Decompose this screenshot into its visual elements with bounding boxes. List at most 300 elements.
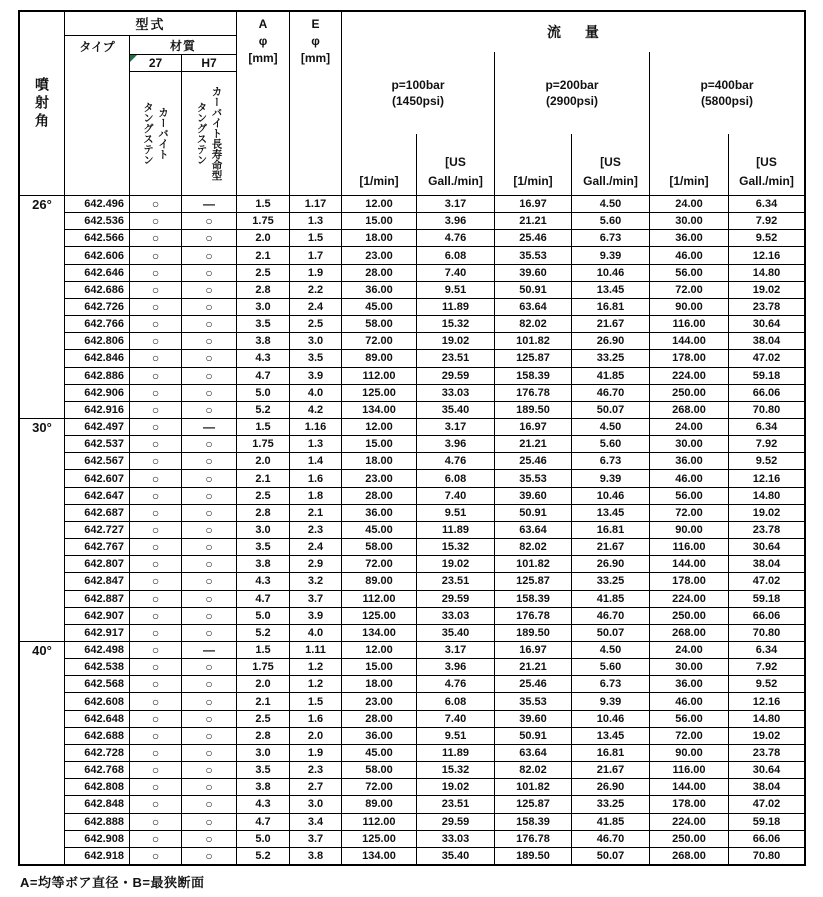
type-number: 642.608: [65, 693, 130, 709]
flow-200bar-usgal: 50.07: [572, 625, 650, 641]
flow-100bar-lmin: 112.00: [342, 591, 417, 607]
material-27-mark: ○: [130, 385, 182, 401]
material-h7-mark: ○: [182, 299, 237, 315]
e-diameter-value: 1.11: [290, 642, 342, 658]
flow-200bar-lmin: 35.53: [495, 470, 572, 486]
flow-400bar-lmin: 90.00: [650, 745, 729, 761]
material-27-label: 27: [148, 56, 163, 70]
flow-400bar-lmin: 72.00: [650, 728, 729, 744]
material-27-mark: ○: [130, 505, 182, 521]
flow-400bar-usgal: 30.64: [752, 541, 781, 554]
flow-400bar-lmin: 144.00: [650, 556, 729, 572]
e-diameter-value: 3.7: [290, 831, 342, 847]
a-diameter-value: 2.0: [237, 453, 290, 469]
flow-400bar-lmin: 30.00: [650, 213, 729, 229]
a-diameter-value: 2.8: [237, 282, 290, 298]
flow-400bar-lmin: 178.00: [650, 796, 729, 812]
type-number: 642.646: [65, 265, 130, 281]
flow-400bar-usgal: 9.52: [755, 232, 778, 245]
flow-100bar-lmin: 15.00: [342, 659, 417, 675]
table-row: [65, 419, 804, 436]
flow-400bar-lmin: 56.00: [650, 488, 729, 504]
flow-200bar-usgal: 46.70: [572, 385, 650, 401]
flow-400bar-usgal: 19.02: [752, 729, 781, 742]
flow-100bar-lmin: 125.00: [342, 608, 417, 624]
type-number: 642.846: [65, 350, 130, 366]
material-h7-mark: ○: [182, 539, 237, 555]
flow-100bar-usgal: 3.17: [417, 419, 495, 435]
flow-400bar-usgal: 66.06: [752, 609, 781, 622]
flow-200bar-usgal: 16.81: [572, 299, 650, 315]
flow-200bar-lmin: 158.39: [495, 591, 572, 607]
material-h7-mark: ○: [182, 608, 237, 624]
e-diameter-value: 3.9: [290, 608, 342, 624]
flow-400bar-lmin: 224.00: [650, 591, 729, 607]
e-diameter-value: 1.5: [290, 230, 342, 246]
unit-lmin-100bar: [1/min]: [342, 134, 417, 195]
flow-100bar-usgal: 19.02: [417, 779, 495, 795]
type-number: 642.538: [65, 659, 130, 675]
table-row: [65, 745, 804, 762]
a-diameter-value: 3.5: [237, 762, 290, 778]
flow-100bar-usgal: 15.32: [417, 539, 495, 555]
table-row: [65, 625, 804, 641]
e-diameter-value: 2.7: [290, 779, 342, 795]
header-spray-angle: [20, 12, 65, 195]
flow-200bar-lmin: 35.53: [495, 247, 572, 263]
flow-200bar-lmin: 125.87: [495, 573, 572, 589]
pressure-bar: p=400bar: [700, 78, 754, 92]
flow-200bar-usgal: 6.73: [572, 676, 650, 692]
header-material-group: [130, 36, 236, 195]
table-row: [65, 488, 804, 505]
flow-400bar-lmin: 268.00: [650, 625, 729, 641]
table-row: [65, 436, 804, 453]
flow-200bar-usgal: 16.81: [572, 522, 650, 538]
unit-usgal-100bar: [US Gall./min]: [417, 134, 495, 195]
flow-200bar-usgal: 21.67: [572, 316, 650, 332]
comment-marker-icon: [130, 55, 137, 62]
flow-400bar-usgal: 66.06: [752, 386, 781, 399]
material-27-line1: タングステン: [142, 102, 154, 165]
flow-100bar-usgal: 6.08: [417, 693, 495, 709]
flow-100bar-lmin: 12.00: [342, 196, 417, 212]
type-number: 642.648: [65, 711, 130, 727]
flow-400bar-usgal: 30.64: [752, 318, 781, 331]
material-h7-line1: タングステン: [195, 102, 208, 165]
a-diameter-value: 2.8: [237, 505, 290, 521]
type-number: 642.537: [65, 436, 130, 452]
flow-400bar-lmin: 116.00: [650, 762, 729, 778]
flow-200bar-usgal: 21.67: [572, 762, 650, 778]
table-row: [65, 350, 804, 367]
header-material-descriptions: [130, 72, 236, 195]
table-row: [65, 693, 804, 710]
table-row: [65, 282, 804, 299]
flow-400bar-lmin: 144.00: [650, 333, 729, 349]
flow-400bar-lmin: 250.00: [650, 608, 729, 624]
a-diameter-value: 2.1: [237, 693, 290, 709]
material-h7-mark: ○: [182, 333, 237, 349]
material-h7-mark: ○: [182, 265, 237, 281]
table-row: [65, 368, 804, 385]
flow-100bar-lmin: 45.00: [342, 522, 417, 538]
flow-100bar-lmin: 134.00: [342, 848, 417, 864]
flow-200bar-usgal: 16.81: [572, 745, 650, 761]
material-27-mark: ○: [130, 711, 182, 727]
e-diameter-value: 2.5: [290, 316, 342, 332]
flow-100bar-usgal: 6.08: [417, 247, 495, 263]
table-row: [65, 402, 804, 418]
material-h7-mark: ○: [182, 711, 237, 727]
flow-200bar-usgal: 13.45: [572, 728, 650, 744]
material-27-mark: ○: [130, 573, 182, 589]
table-row: [65, 814, 804, 831]
flow-400bar-usgal: 59.18: [752, 592, 781, 605]
material-h7-mark: ○: [182, 436, 237, 452]
table-row: [65, 385, 804, 402]
flow-100bar-usgal: 19.02: [417, 556, 495, 572]
material-27-mark: ○: [130, 316, 182, 332]
type-number: 642.688: [65, 728, 130, 744]
flow-400bar-usgal: 59.18: [752, 815, 781, 828]
unit-lmin-200bar: [1/min]: [495, 134, 572, 195]
a-diameter-value: 4.7: [237, 591, 290, 607]
angle-group: [20, 419, 804, 642]
material-h7-mark: ○: [182, 556, 237, 572]
type-number: 642.767: [65, 539, 130, 555]
a-diameter-value: 3.0: [237, 522, 290, 538]
material-27-mark: ○: [130, 848, 182, 864]
material-h7-mark: ○: [182, 573, 237, 589]
header-material-codes: [130, 55, 236, 72]
a-diameter-value: 2.5: [237, 488, 290, 504]
flow-100bar-lmin: 89.00: [342, 796, 417, 812]
material-h7-mark: ○: [182, 316, 237, 332]
e-diameter-value: 4.0: [290, 625, 342, 641]
e-diameter-value: 3.0: [290, 796, 342, 812]
e-diameter-value: 3.5: [290, 350, 342, 366]
spray-angle-value: 40°: [20, 642, 65, 864]
e-diameter-value: 3.9: [290, 368, 342, 384]
e-diameter-value: 3.2: [290, 573, 342, 589]
type-number: 642.568: [65, 676, 130, 692]
type-number: 642.497: [65, 419, 130, 435]
a-diameter-value: 4.7: [237, 368, 290, 384]
type-number: 642.496: [65, 196, 130, 212]
flow-400bar-usgal: 9.52: [755, 455, 778, 468]
a-diameter-value: 2.1: [237, 247, 290, 263]
flow-200bar-usgal: 5.60: [572, 659, 650, 675]
flow-200bar-lmin: 25.46: [495, 676, 572, 692]
material-h7-mark: ○: [182, 831, 237, 847]
flow-100bar-usgal: 33.03: [417, 385, 495, 401]
flow-400bar-lmin: 250.00: [650, 385, 729, 401]
type-number: 642.606: [65, 247, 130, 263]
material-h7-mark: ○: [182, 247, 237, 263]
e-diameter-value: 3.8: [290, 848, 342, 864]
material-h7-mark: ○: [182, 848, 237, 864]
flow-100bar-usgal: 9.51: [417, 282, 495, 298]
flow-200bar-usgal: 9.39: [572, 470, 650, 486]
flow-400bar-lmin: 36.00: [650, 230, 729, 246]
flow-100bar-lmin: 23.00: [342, 693, 417, 709]
flow-100bar-usgal: 23.51: [417, 350, 495, 366]
a-diameter-value: 4.3: [237, 350, 290, 366]
a-diameter-value: 3.8: [237, 779, 290, 795]
flow-200bar-usgal: 9.39: [572, 247, 650, 263]
type-label: タイプ: [79, 40, 115, 54]
flow-100bar-lmin: 45.00: [342, 299, 417, 315]
material-27-description: [130, 72, 182, 195]
e-diameter-value: 1.4: [290, 453, 342, 469]
a-unit: [mm]: [248, 51, 278, 65]
type-number: 642.848: [65, 796, 130, 812]
material-h7-mark: ○: [182, 591, 237, 607]
a-diameter-value: 1.75: [237, 436, 290, 452]
flow-200bar-lmin: 125.87: [495, 350, 572, 366]
material-h7-mark: ○: [182, 488, 237, 504]
flow-100bar-usgal: 3.17: [417, 196, 495, 212]
flow-400bar-lmin: 36.00: [650, 676, 729, 692]
e-unit: [mm]: [300, 51, 331, 65]
material-h7-mark: ○: [182, 522, 237, 538]
footer-note: A=均等ボア直径・B=最狭断面: [20, 875, 205, 890]
table-body: [20, 196, 804, 864]
pressure-psi: (2900psi): [545, 94, 599, 108]
type-number: 642.727: [65, 522, 130, 538]
flow-100bar-lmin: 36.00: [342, 728, 417, 744]
material-27-mark: ○: [130, 265, 182, 281]
table-row: [65, 642, 804, 659]
flow-400bar-lmin: 24.00: [650, 419, 729, 435]
flow-400bar-usgal: 6.34: [755, 644, 778, 657]
flow-200bar-lmin: 39.60: [495, 265, 572, 281]
unit-lmin-400bar: [1/min]: [650, 134, 729, 195]
type-number: 642.726: [65, 299, 130, 315]
material-27-mark: ○: [130, 350, 182, 366]
a-diameter-value: 1.5: [237, 642, 290, 658]
material-h7-mark: ○: [182, 779, 237, 795]
flow-200bar-lmin: 158.39: [495, 368, 572, 384]
table-row: [65, 196, 804, 213]
header-e-diameter: [290, 12, 342, 195]
flow-400bar-lmin: 56.00: [650, 265, 729, 281]
material-h7-mark: ○: [182, 453, 237, 469]
pressure-psi: (5800psi): [700, 94, 754, 108]
e-diameter-value: 3.4: [290, 814, 342, 830]
flow-200bar-lmin: 39.60: [495, 711, 572, 727]
flow-400bar-lmin: 224.00: [650, 814, 729, 830]
flow-400bar-usgal: 66.06: [752, 832, 781, 845]
flow-100bar-usgal: 11.89: [417, 299, 495, 315]
flow-100bar-usgal: 15.32: [417, 316, 495, 332]
flow-100bar-usgal: 35.40: [417, 625, 495, 641]
flow-400bar-lmin: 72.00: [650, 282, 729, 298]
material-h7-description: [182, 72, 236, 195]
material-27-mark: ○: [130, 282, 182, 298]
material-h7-mark: ○: [182, 814, 237, 830]
e-diameter-value: 4.0: [290, 385, 342, 401]
unit-usgal-200bar: [US Gall./min]: [572, 134, 650, 195]
flow-400bar-usgal: 6.34: [755, 198, 778, 211]
flow-200bar-usgal: 33.25: [572, 350, 650, 366]
table-row: [65, 779, 804, 796]
flow-200bar-usgal: 10.46: [572, 265, 650, 281]
flow-200bar-lmin: 176.78: [495, 385, 572, 401]
group-rows: [65, 196, 804, 418]
flow-200bar-usgal: 26.90: [572, 556, 650, 572]
material-27-mark: ○: [130, 299, 182, 315]
e-diameter-value: 1.9: [290, 265, 342, 281]
flow-200bar-usgal: 10.46: [572, 488, 650, 504]
e-diameter-value: 3.7: [290, 591, 342, 607]
a-diameter-value: 1.5: [237, 196, 290, 212]
material-27-mark: ○: [130, 522, 182, 538]
flow-100bar-usgal: 4.76: [417, 230, 495, 246]
flow-100bar-lmin: 125.00: [342, 385, 417, 401]
flow-100bar-lmin: 58.00: [342, 539, 417, 555]
a-diameter-value: 4.3: [237, 796, 290, 812]
material-h7-mark: ○: [182, 693, 237, 709]
table-row: [65, 659, 804, 676]
flow-200bar-usgal: 6.73: [572, 453, 650, 469]
flow-200bar-usgal: 41.85: [572, 814, 650, 830]
e-phi-symbol: φ: [311, 34, 320, 48]
table-row: [65, 333, 804, 350]
type-number: 642.806: [65, 333, 130, 349]
flow-400bar-usgal: 6.34: [755, 421, 778, 434]
flow-100bar-usgal: 9.51: [417, 728, 495, 744]
flow-200bar-lmin: 39.60: [495, 488, 572, 504]
type-number: 642.766: [65, 316, 130, 332]
table-row: [65, 676, 804, 693]
a-diameter-value: 2.1: [237, 470, 290, 486]
flow-100bar-usgal: 9.51: [417, 505, 495, 521]
flow-200bar-usgal: 46.70: [572, 831, 650, 847]
flow-100bar-lmin: 28.00: [342, 711, 417, 727]
type-number: 642.917: [65, 625, 130, 641]
material-27-mark: ○: [130, 419, 182, 435]
table-row: [65, 728, 804, 745]
header-a-diameter: [237, 12, 290, 195]
header-pressure-100bar: [342, 52, 495, 134]
flow-400bar-lmin: 24.00: [650, 196, 729, 212]
flow-400bar-lmin: 268.00: [650, 402, 729, 418]
table-row: [65, 213, 804, 230]
e-diameter-value: 1.3: [290, 213, 342, 229]
flow-200bar-lmin: 16.97: [495, 196, 572, 212]
flow-400bar-usgal: 19.02: [752, 283, 781, 296]
table-row: [65, 453, 804, 470]
flow-400bar-usgal: 14.80: [752, 266, 781, 279]
a-diameter-value: 3.5: [237, 316, 290, 332]
flow-400bar-lmin: 178.00: [650, 350, 729, 366]
material-h7-mark: ○: [182, 470, 237, 486]
flow-100bar-lmin: 18.00: [342, 676, 417, 692]
type-number: 642.567: [65, 453, 130, 469]
a-diameter-value: 2.5: [237, 265, 290, 281]
material-27-mark: ○: [130, 779, 182, 795]
flow-100bar-usgal: 35.40: [417, 848, 495, 864]
material-27-mark: ○: [130, 196, 182, 212]
table-row: [65, 573, 804, 590]
table-row: [65, 470, 804, 487]
type-number: 642.887: [65, 591, 130, 607]
material-27-mark: ○: [130, 436, 182, 452]
a-diameter-value: 5.2: [237, 848, 290, 864]
a-diameter-value: 5.0: [237, 608, 290, 624]
flow-100bar-usgal: 23.51: [417, 796, 495, 812]
e-diameter-value: 2.9: [290, 556, 342, 572]
flow-100bar-usgal: 7.40: [417, 488, 495, 504]
material-h7-mark: ○: [182, 625, 237, 641]
e-diameter-value: 3.0: [290, 333, 342, 349]
header-model-body: [65, 36, 236, 195]
material-h7-mark: ○: [182, 230, 237, 246]
e-diameter-value: 1.16: [290, 419, 342, 435]
a-diameter-value: 3.8: [237, 556, 290, 572]
flow-100bar-lmin: 89.00: [342, 573, 417, 589]
flow-100bar-usgal: 23.51: [417, 573, 495, 589]
header-unit-row: [342, 134, 804, 195]
material-27-mark: ○: [130, 368, 182, 384]
a-diameter-value: 3.5: [237, 539, 290, 555]
material-h7-line2: カーバイト長寿命型: [210, 86, 223, 181]
flow-400bar-lmin: 30.00: [650, 659, 729, 675]
unit-usgal-400bar: [US Gall./min]: [739, 155, 794, 188]
material-h7-mark: ○: [182, 762, 237, 778]
flow-200bar-lmin: 158.39: [495, 814, 572, 830]
material-h7-mark: ○: [182, 213, 237, 229]
material-27-mark: ○: [130, 676, 182, 692]
flow-100bar-lmin: 36.00: [342, 505, 417, 521]
e-diameter-value: 2.4: [290, 299, 342, 315]
type-number: 642.907: [65, 608, 130, 624]
flow-100bar-lmin: 89.00: [342, 350, 417, 366]
flow-200bar-lmin: 82.02: [495, 539, 572, 555]
type-number: 642.686: [65, 282, 130, 298]
flow-100bar-usgal: 3.17: [417, 642, 495, 658]
type-number: 642.908: [65, 831, 130, 847]
angle-group: [20, 642, 804, 864]
material-27-mark: ○: [130, 608, 182, 624]
material-27-mark: ○: [130, 693, 182, 709]
flow-200bar-lmin: 25.46: [495, 453, 572, 469]
flow-400bar-usgal: 59.18: [752, 369, 781, 382]
angle-group: [20, 196, 804, 419]
flow-100bar-lmin: 58.00: [342, 762, 417, 778]
material-h7-mark: ○: [182, 350, 237, 366]
flow-100bar-usgal: 3.96: [417, 659, 495, 675]
flow-200bar-lmin: 16.97: [495, 642, 572, 658]
a-diameter-value: 4.7: [237, 814, 290, 830]
a-diameter-value: 3.0: [237, 745, 290, 761]
flow-200bar-lmin: 176.78: [495, 608, 572, 624]
material-27-mark: ○: [130, 333, 182, 349]
material-h7-mark: ○: [182, 368, 237, 384]
table-row: [65, 522, 804, 539]
flow-200bar-usgal: 21.67: [572, 539, 650, 555]
group-rows: [65, 419, 804, 641]
header-model: 型式: [65, 12, 236, 36]
e-diameter-value: 1.6: [290, 711, 342, 727]
flow-400bar-usgal: 47.02: [752, 798, 781, 811]
flow-200bar-usgal: 13.45: [572, 282, 650, 298]
flow-400bar-lmin: 116.00: [650, 316, 729, 332]
flow-200bar-lmin: 189.50: [495, 402, 572, 418]
flow-200bar-usgal: 26.90: [572, 779, 650, 795]
